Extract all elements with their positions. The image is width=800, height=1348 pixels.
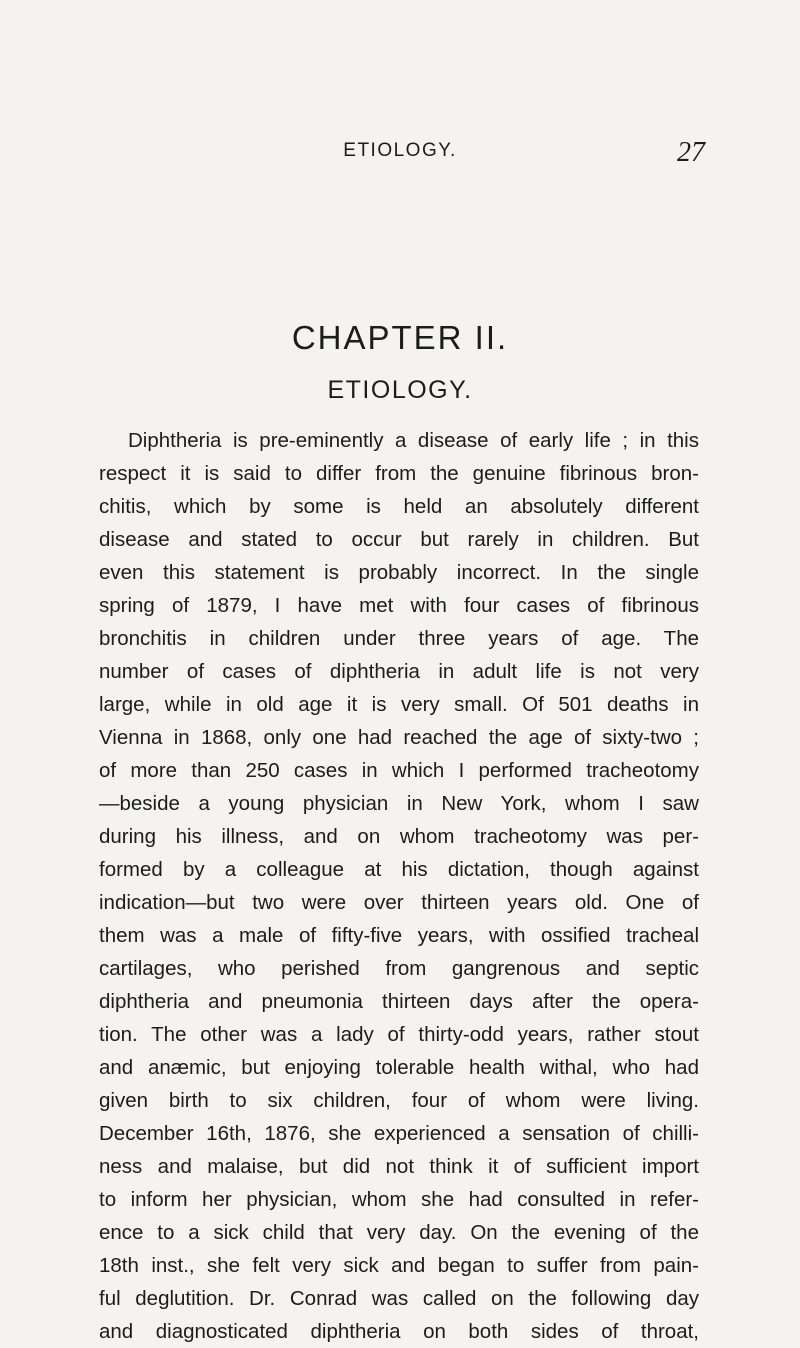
text-line: —beside a young physician in New York, whom I saw [99, 792, 699, 815]
text-line: Vienna in 1868, only one had reached the age of sixty-two ; [99, 726, 699, 749]
text-line: even this statement is probably incorrect. In the single [99, 561, 699, 584]
text-line: indication—but two were over thirteen years old. One of [99, 891, 699, 914]
text-line: formed by a colleague at his dictation, though against [99, 858, 699, 881]
text-line: Diphtheria is pre-eminently a disease of early life ; in this [128, 429, 699, 452]
text-line: ence to a sick child that very day. On the evening of the [99, 1221, 699, 1244]
text-line: disease and stated to occur but rarely in children. But [99, 528, 699, 551]
text-line: during his illness, and on whom tracheotomy was per- [99, 825, 699, 848]
text-line: bronchitis in children under three years of age. The [99, 627, 699, 650]
text-line: to inform her physician, whom she had consulted in refer- [99, 1188, 699, 1211]
text-line: and anæmic, but enjoying tolerable health withal, who had [99, 1056, 699, 1079]
text-line: given birth to six children, four of whom were living. [99, 1089, 699, 1112]
text-line: diphtheria and pneumonia thirteen days after the opera- [99, 990, 699, 1013]
text-line: respect it is said to differ from the genuine fibrinous bron- [99, 462, 699, 485]
running-head [0, 137, 800, 170]
text-line: chitis, which by some is held an absolutely different [99, 495, 699, 518]
page-number: 27 [677, 137, 705, 168]
running-title: ETIOLOGY. [343, 140, 457, 161]
text-line: them was a male of fifty-five years, with ossified tracheal [99, 924, 699, 947]
text-line: December 16th, 1876, she experienced a sensation of chilli- [99, 1122, 699, 1145]
text-line: number of cases of diphtheria in adult life is not very [99, 660, 699, 683]
text-line: ness and malaise, but did not think it of sufficient import [99, 1155, 699, 1178]
text-line: tion. The other was a lady of thirty-odd years, rather stout [99, 1023, 699, 1046]
text-line: spring of 1879, I have met with four cases of fibrinous [99, 594, 699, 617]
text-line: 18th inst., she felt very sick and began to suffer from pain- [99, 1254, 699, 1277]
chapter-subtitle: ETIOLOGY. [327, 376, 473, 404]
text-line: and diagnosticated diphtheria on both sides of throat, [99, 1320, 699, 1343]
text-line: large, while in old age it is very small. Of 501 deaths in [99, 693, 699, 716]
chapter-title: CHAPTER II. [291, 319, 509, 356]
body-paragraph [99, 424, 699, 1348]
text-line: cartilages, who perished from gangrenous and septic [99, 957, 699, 980]
text-line: ful deglutition. Dr. Conrad was called on the following day [99, 1287, 699, 1310]
text-line: of more than 250 cases in which I performed tracheotomy [99, 759, 699, 782]
